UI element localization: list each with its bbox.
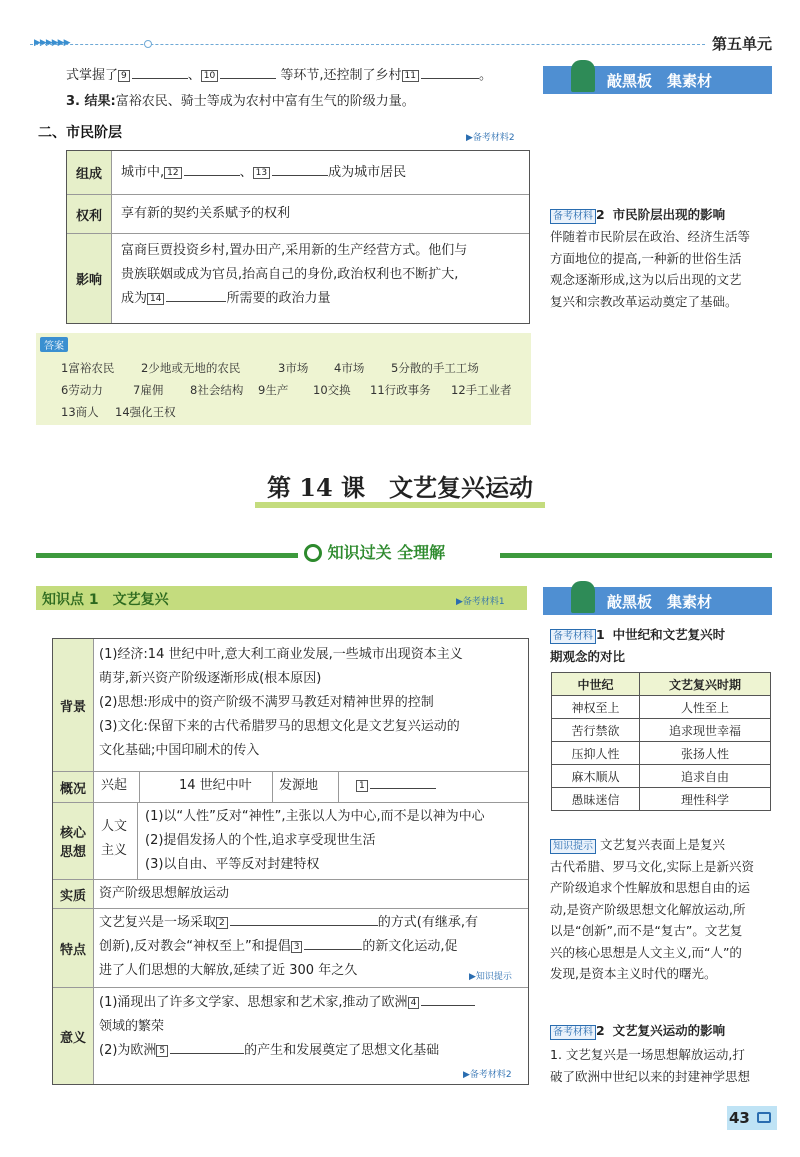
knowledge-point-bar [36,586,527,610]
citizen-table [66,150,530,324]
side-banner: 敲黑板 集素材 [543,587,772,615]
lesson-title: 第 14 课 文艺复兴运动 [266,473,534,502]
top-line1: 式掌握了 9 、 10 等环节,还控制了乡村 11 。 [66,64,492,87]
person-icon [571,581,595,613]
ref-tag: ▶备考材料2 [466,133,515,143]
section-banner: 知识过关 全理解 [304,540,445,563]
answer-item: 13商人 [61,405,99,419]
answer-item: 11行政事务 [370,383,431,397]
fill-blank [220,64,276,79]
table-cell: (1)以“人性”反对“神性”,主张以人为中心,而不是以神为中心 (2)提倡发扬人的个性,追求享受现世生活 (3)以自由、平等反对封建特权 [145,809,485,872]
knowledge-tip: 知识提示 文艺复兴表面上是复兴 古代希腊、罗马文化,实际上是新兴资 产阶级追求个性解放和思想自由的运 动,是资产阶级思想文化解放运动,所 以是“创新”,而不是“复古”。文艺复 兴的核心思想是人文主义,而“人”的 发现,是资本主义时代的曙光。 [550,837,754,981]
table-cell: 享有新的契约关系赋予的权利 [121,206,291,221]
header-rule [30,44,705,45]
comparison-table: 中世纪 文艺复兴时期 神权至上 人性至上 苦行禁欲 追求现世幸福 压抑人性 张扬人性 麻木顺从 追求自由 愚昧迷信 理性科学 [551,672,771,811]
table-cell: (1)经济:14 世纪中叶,意大利工商业发展,一些城市出现资本主义 萌芽,新兴资产阶级逐渐形成(根本原因) (2)思想:形成中的资产阶级不满罗马教廷对精神世界的控制 (3)文化:保留下来的古代希腊罗马的思想文化是文艺复兴运动的 文化基础;中国印刷术的传入 [99,647,463,758]
result-line: 3. 结果:富裕农民、骑士等成为农村中富有生气的阶级力量。 [66,94,415,109]
side-material-title: 备考材料 2 市民阶层出现的影响 [550,204,725,226]
table-cell: 富商巨贾投资乡村,置办田产,采用新的生产经营方式。他们与 贵族联姻或成为官员,抬高自己的身份,政治权利也不断扩大, 成为 14 所需要的政治力量 [121,243,468,306]
title-underline [255,502,545,508]
table-label: 特点 [53,909,94,987]
answer-item: 7雇佣 [133,383,164,397]
answer-item: 14强化王权 [115,405,176,419]
table-label: 概况 [53,772,94,802]
page-number: 43 [727,1106,777,1130]
table-cell: 城市中, 12 、 13 成为城市居民 [121,161,406,185]
blank-num: 10 [201,70,218,82]
table-label: 意义 [53,988,94,1084]
table-label: 权利 [67,195,112,233]
table-label: 背景 [53,639,94,771]
answer-item: 6劳动力 [61,383,103,397]
section-heading: 二、市民阶层 [38,125,122,141]
renaissance-table: 背景 (1)经济:14 世纪中叶,意大利工商业发展,一些城市出现资本主义 萌芽,新兴资产阶级逐渐形成(根本原因) (2)思想:形成中的资产阶级不满罗马教廷对精神世界的控制 (3)文化:保留下来的古代希腊罗马的思想文化是文艺复兴运动的 文化基础;中国印刷术的传入 概况 兴起 14 世纪中叶 发源地 1 核心 思想 人文 主义 (1)以“人性”反对“神性”,主张以人为中心,而不是以神为中心 (2)提倡发扬人的个性,追求享受现世生活 (3)以自由、平等反对封建特权 实质 资产阶级思想解放运动 特点 文艺复兴是一场采取 2 的方式(有继承,有 创新),反对教会“神权至上”和提倡 3 的新文化运动,促 进了人们思想的大解放,延续了近 300 年之久 ▶知识提示 意义 (1)涌现出了许多文学家、思想家和艺术家,推动了欧洲 4 领域的繁荣 (2)为欧洲 5 的产生和发展奠定了思想文化基础 ▶备考材料2 [52,638,529,1085]
book-icon [757,1112,771,1123]
blank-num: 9 [118,70,130,82]
answer-item: 8社会结构 [190,383,244,397]
ref-tag: ▶备考材料1 [456,597,505,607]
table-cell: (1)涌现出了许多文学家、思想家和艺术家,推动了欧洲 4 领域的繁荣 (2)为欧洲 5 的产生和发展奠定了思想文化基础 [99,991,475,1063]
answer-box [36,333,531,425]
table-label: 组成 [67,151,112,194]
answer-item: 2少地或无地的农民 [141,361,241,375]
answer-item: 12手工业者 [451,383,512,397]
header-dot [144,40,152,48]
banner-icon [304,544,322,562]
kp-title: 知识点 1 文艺复兴 [42,592,169,608]
side-material-text: 伴随着市民阶层在政治、经济生活等 方面地位的提高,一种新的世俗生活 观念逐渐形成,这为以后出现的文艺 复兴和宗教改革运动奠定了基础。 [550,229,751,309]
side-banner: 敲黑板 集素材 [543,66,772,94]
answer-item: 3市场 [278,361,309,375]
answer-item: 1富裕农民 [61,361,115,375]
unit-title: 第五单元 [712,35,773,53]
ref-tag: ▶知识提示 [469,972,512,982]
person-icon [571,60,595,92]
side-material-text: 1. 文艺复兴是一场思想解放运动,打 破了欧洲中世纪以来的封建神学思想 [550,1047,751,1084]
answer-item: 9生产 [258,383,289,397]
table-label: 核心 思想 [53,803,94,879]
side-material-title: 备考材料 2 文艺复兴运动的影响 [550,1020,725,1042]
fill-blank [421,64,479,79]
table-label: 影响 [67,234,112,323]
fill-blank [132,64,188,79]
table-cell: 文艺复兴是一场采取 2 的方式(有继承,有 创新),反对教会“神权至上”和提倡 3 的新文化运动,促 进了人们思想的大解放,延续了近 300 年之久 [99,911,478,983]
banner-rule-right [500,553,772,558]
answer-item: 4市场 [334,361,365,375]
banner-rule-left [36,553,298,558]
ref-tag: ▶备考材料2 [463,1070,512,1080]
answer-item: 10交换 [313,383,351,397]
answer-label: 答案 [40,337,68,352]
blank-num: 11 [402,70,419,82]
side-material-title: 备考材料 1 中世纪和文艺复兴时 期观念的对比 [550,627,726,664]
table-label: 实质 [53,880,94,908]
header-arrows: ▶▶▶▶▶▶ [34,38,70,48]
answer-item: 5分散的手工工场 [391,361,479,375]
